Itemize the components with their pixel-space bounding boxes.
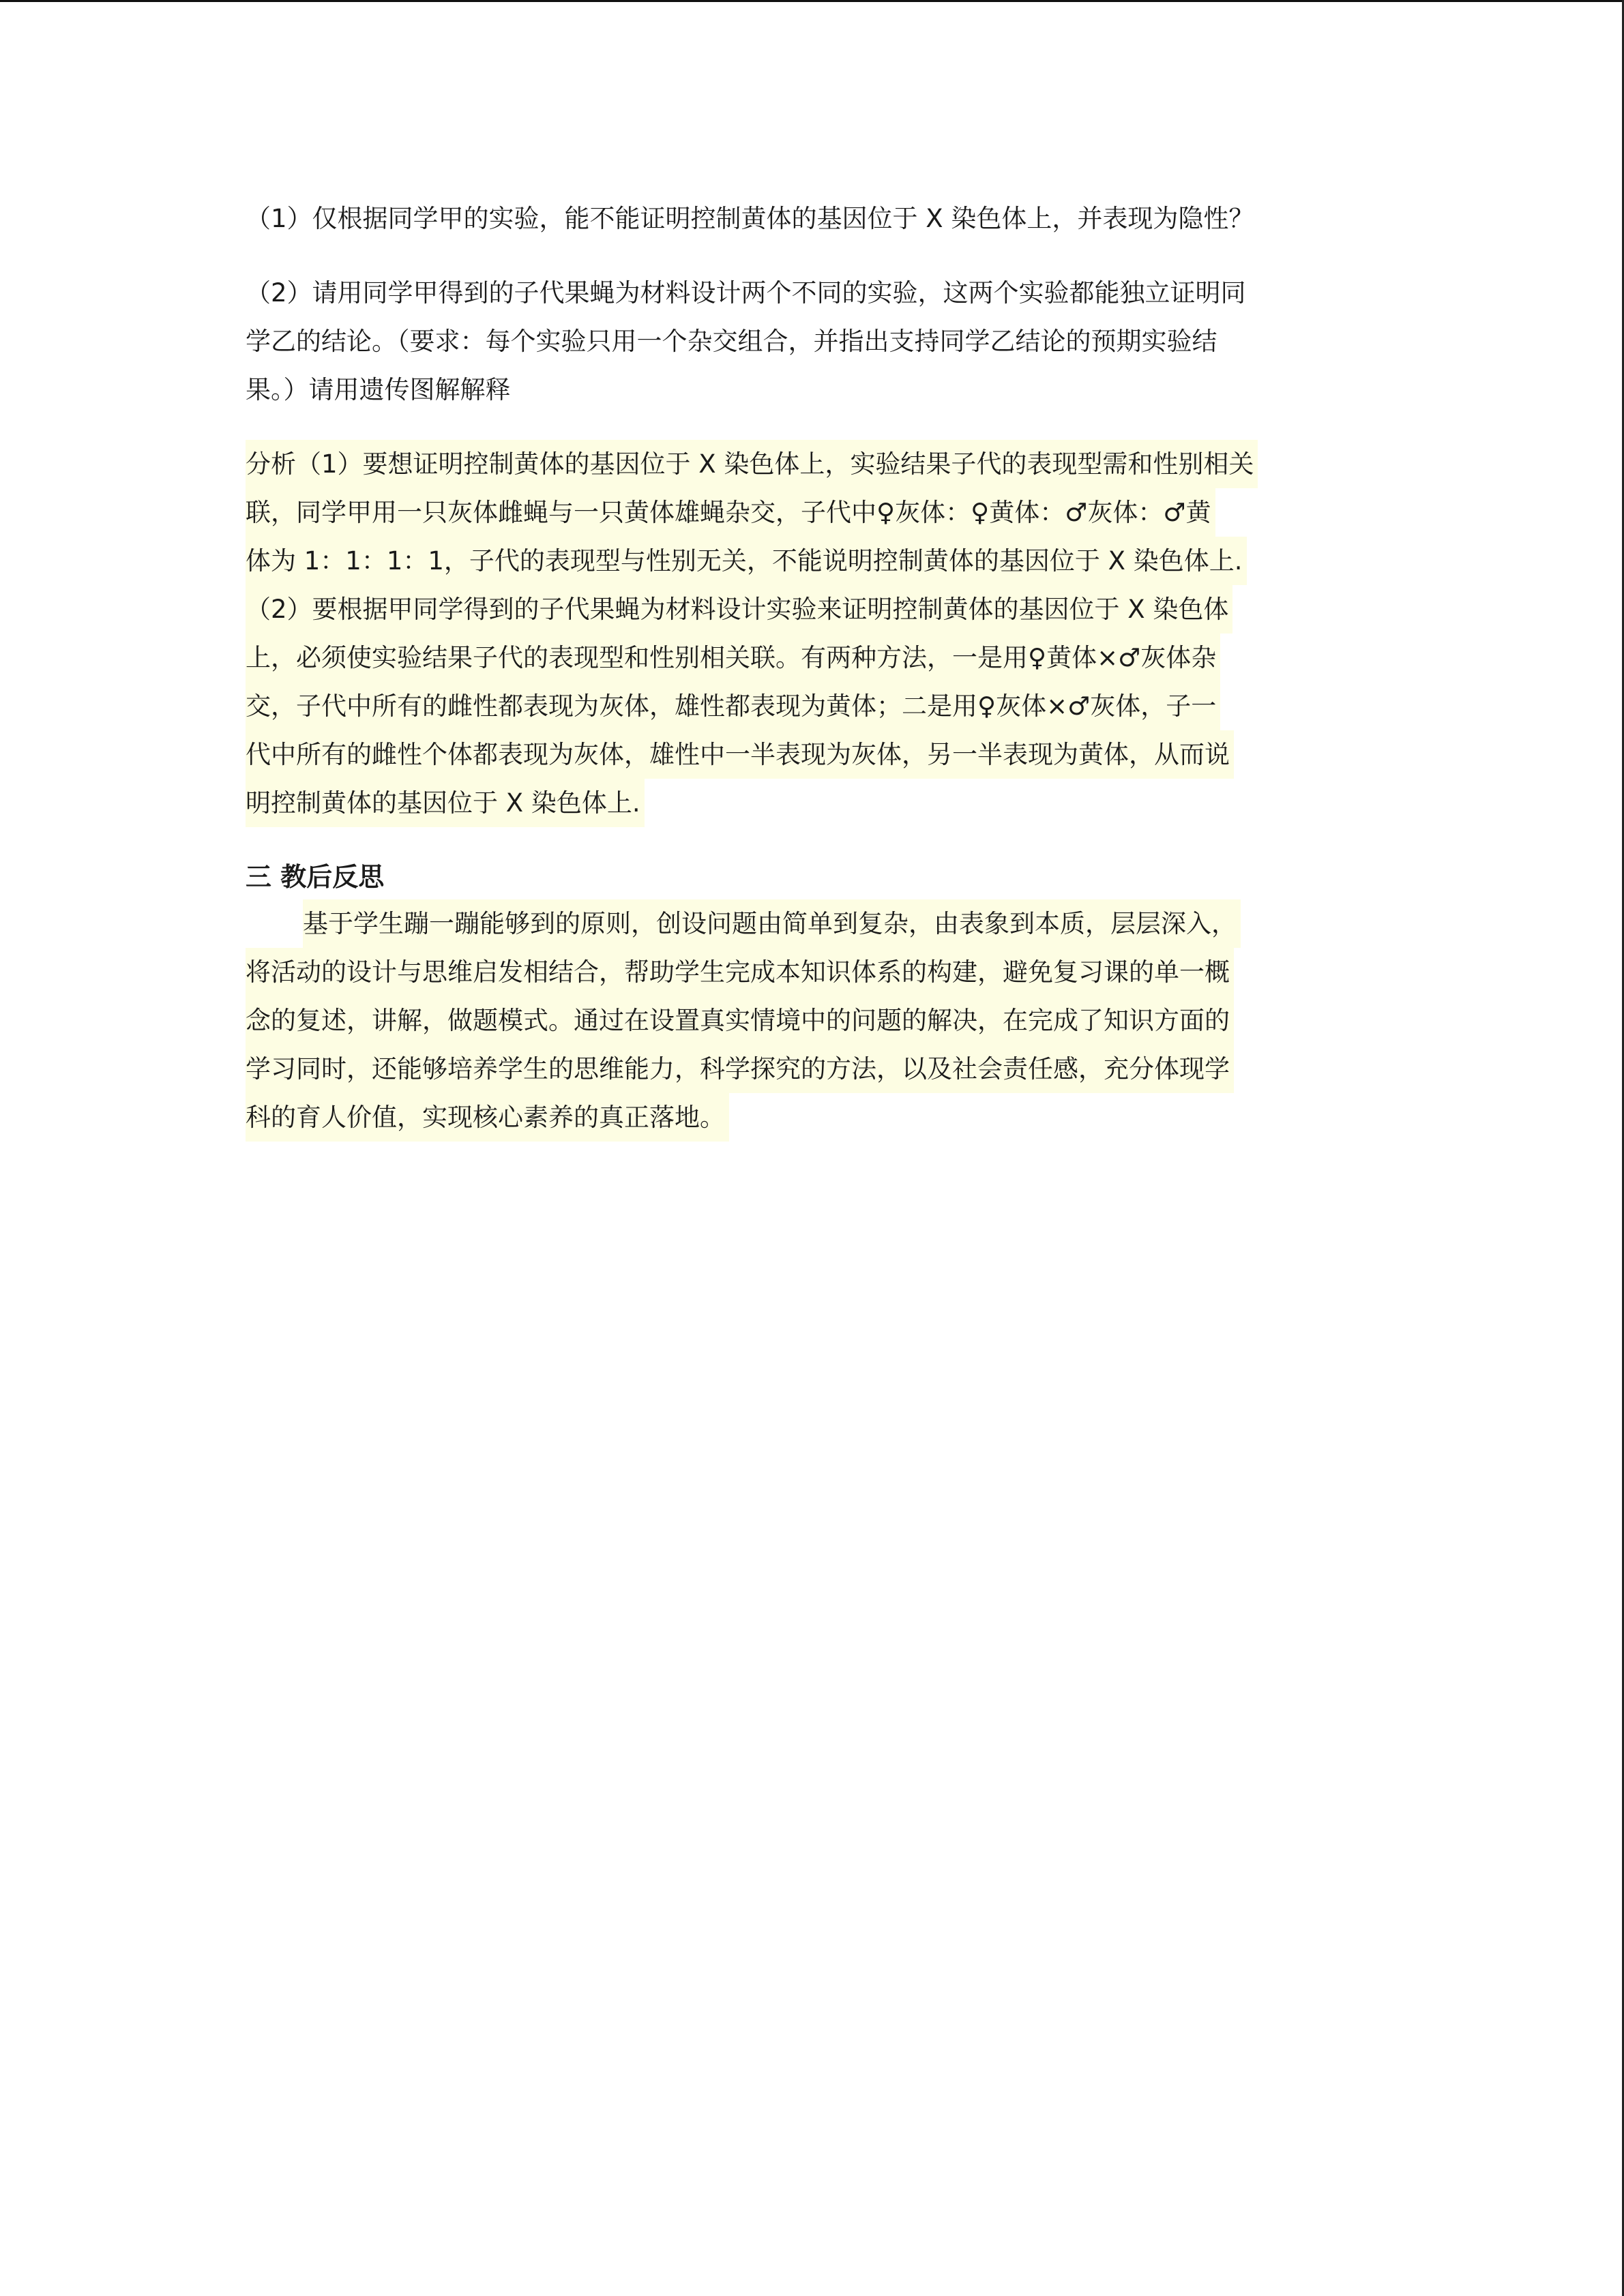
analysis-line: （2）要根据甲同学得到的子代果蝇为材料设计实验来证明控制黄体的基因位于 X 染色体 <box>246 585 1232 633</box>
document-body <box>246 194 1398 1142</box>
analysis-line: 上，必须使实验结果子代的表现型和性别相关联。有两种方法，一是用♀黄体×♂灰体杂 <box>246 633 1220 682</box>
section-heading: 三 教后反思 <box>246 862 385 892</box>
question-2-line: （2）请用同学甲得到的子代果蝇为材料设计两个不同的实验，这两个实验都能独立证明同 <box>246 278 1246 308</box>
reflection-line: 念的复述，讲解，做题模式。通过在设置真实情境中的问题的解决，在完成了知识方面的 <box>246 996 1234 1045</box>
analysis-line: 联，同学甲用一只灰体雌蝇与一只黄体雄蝇杂交，子代中♀灰体：♀黄体：♂灰体：♂黄 <box>246 488 1215 537</box>
analysis-line: 体为 1：1：1：1，子代的表现型与性别无关，不能说明控制黄体的基因位于 X 染色体上. <box>246 537 1247 585</box>
question-1 <box>246 194 1398 243</box>
analysis-line: 代中所有的雌性个体都表现为灰体，雄性中一半表现为灰体，另一半表现为黄体，从而说 <box>246 730 1234 779</box>
question-2 <box>246 269 1398 414</box>
analysis-section <box>246 440 1398 827</box>
analysis-line: 交，子代中所有的雌性都表现为灰体，雄性都表现为黄体；二是用♀灰体×♂灰体，子一 <box>246 682 1220 730</box>
page-top-border <box>0 0 1624 2</box>
reflection-line: 基于学生蹦一蹦能够到的原则，创设问题由简单到复杂，由表象到本质，层层深入， <box>303 899 1241 948</box>
reflection-line: 将活动的设计与思维启发相结合，帮助学生完成本知识体系的构建，避免复习课的单一概 <box>246 948 1234 996</box>
reflection-line: 学习同时，还能够培养学生的思维能力，科学探究的方法，以及社会责任感，充分体现学 <box>246 1045 1234 1093</box>
reflection-line: 科的育人价值，实现核心素养的真正落地。 <box>246 1093 729 1142</box>
reflection-section <box>246 854 1398 1142</box>
question-2-line: 果。）请用遗传图解解释 <box>246 375 511 404</box>
question-2-line: 学乙的结论。（要求：每个实验只用一个杂交组合，并指出支持同学乙结论的预期实验结 <box>246 327 1217 356</box>
analysis-line: 明控制黄体的基因位于 X 染色体上. <box>246 779 645 827</box>
analysis-line: 分析（1）要想证明控制黄体的基因位于 X 染色体上，实验结果子代的表现型需和性别相关 <box>246 440 1258 488</box>
question-1-text: （1）仅根据同学甲的实验，能不能证明控制黄体的基因位于 X 染色体上，并表现为隐性？ <box>246 204 1254 233</box>
